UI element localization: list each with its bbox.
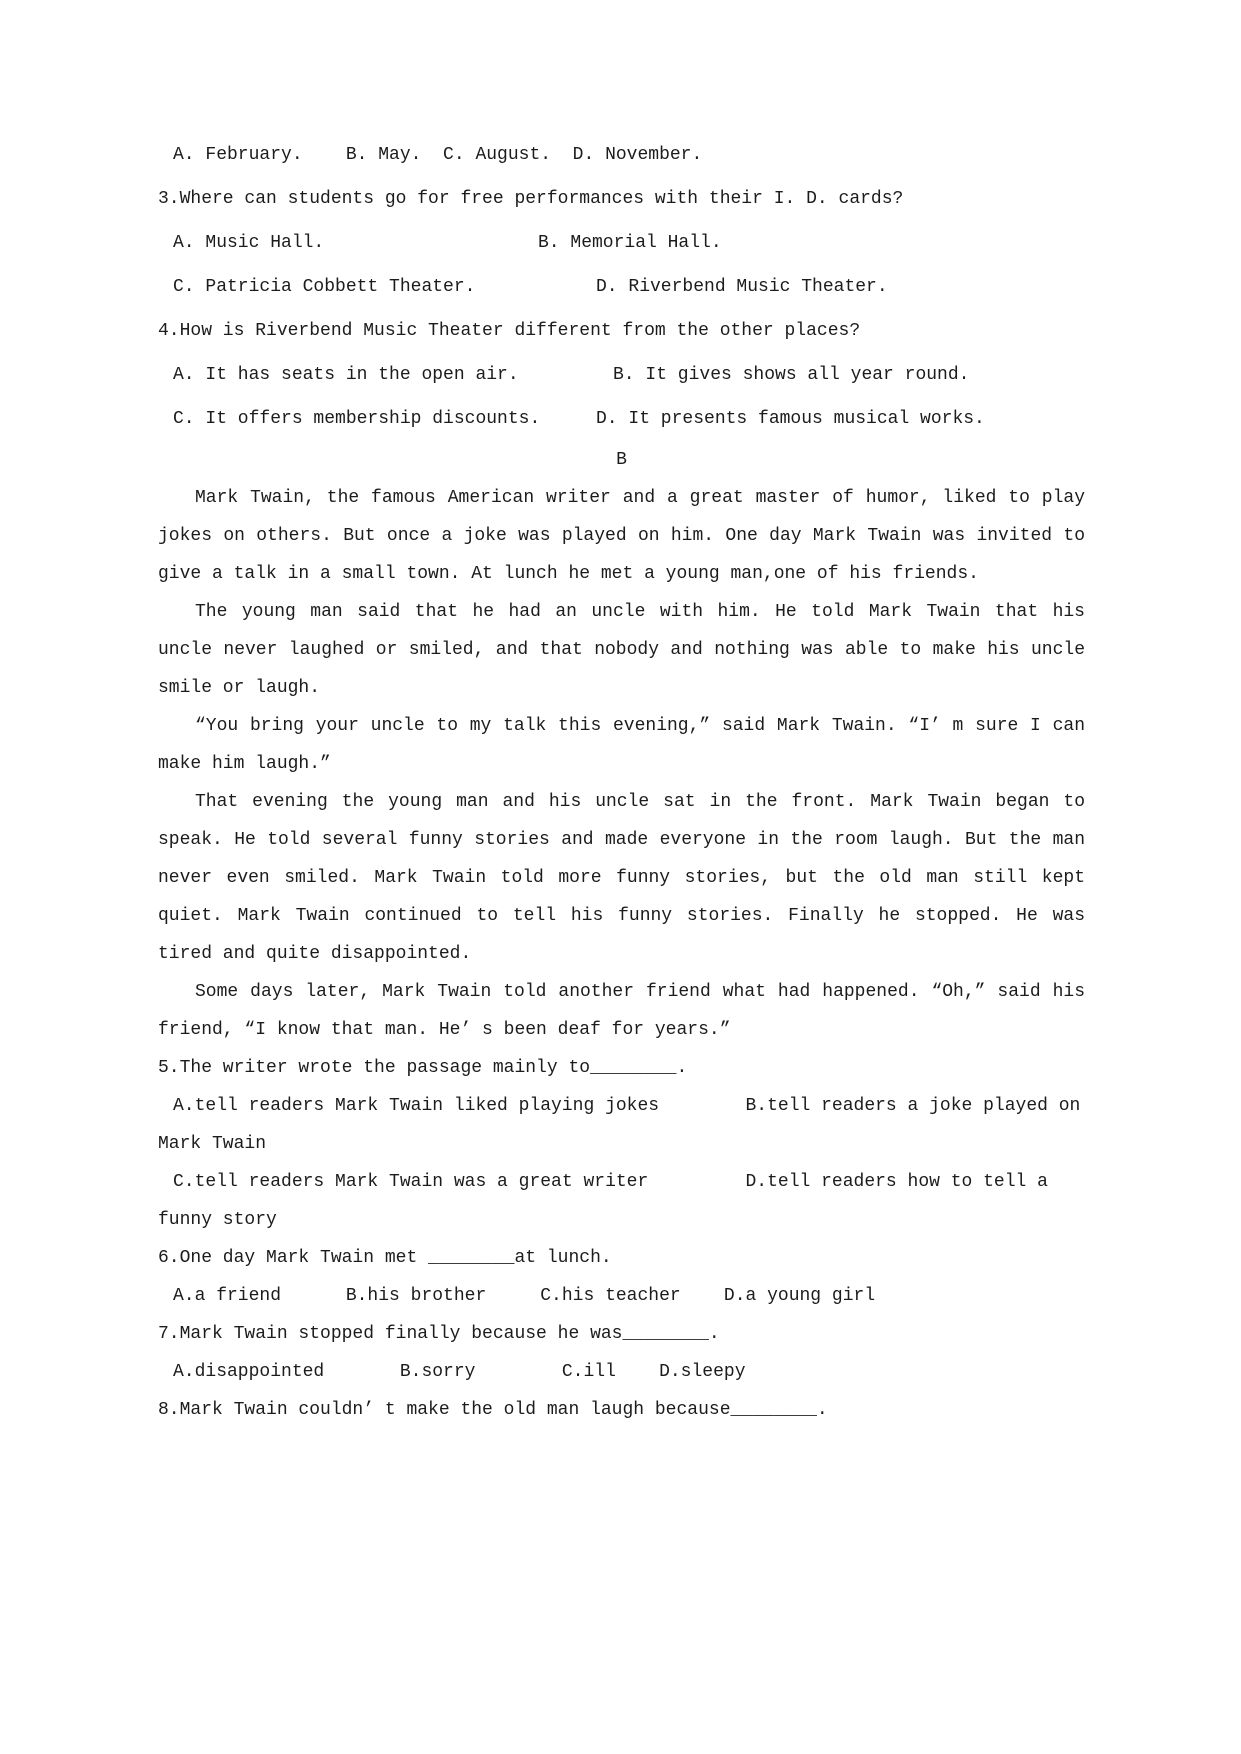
- question-3-option-a: A. Music Hall.: [173, 233, 325, 253]
- passage-paragraph-3: “You bring your uncle to my talk this evening,” said Mark Twain. “I’ m sure I can make him laugh.”: [158, 716, 1085, 774]
- question-4-option-a: A. It has seats in the open air.: [173, 365, 519, 385]
- section-b-heading: B: [616, 450, 627, 470]
- passage-paragraph-5: Some days later, Mark Twain told another friend what had happened. “Oh,” said his friend, “I know that man. He’ s been deaf for years.”: [158, 982, 1085, 1040]
- question-5-text: 5.The writer wrote the passage mainly to________.: [158, 1058, 688, 1078]
- question-3-option-c: C. Patricia Cobbett Theater.: [173, 277, 476, 297]
- bottom-questions-section: [158, 1049, 1092, 1429]
- question-4-text: 4.How is Riverbend Music Theater different from the other places?: [158, 321, 861, 341]
- question-4-options-row-2: [158, 397, 1085, 441]
- question-5-options-cd: C.tell readers Mark Twain was a great writer D.tell readers how to tell a funny story: [158, 1172, 1059, 1230]
- question-2-options-line: A. February. B. May. C. August. D. November.: [173, 145, 703, 165]
- passage-paragraph-4: That evening the young man and his uncle sat in the front. Mark Twain began to speak. He told several funny stories and made everyone in the room laugh. But the man never even smiled. Mark Twain told more funny stories, but the old man still kept quiet. Mark Twain continued to tell his funny stories. Finally he stopped. He was tired and quite disappointed.: [158, 792, 1085, 964]
- question-8-text: 8.Mark Twain couldn’ t make the old man laugh because________.: [158, 1400, 828, 1420]
- top-questions-section: [158, 133, 1085, 441]
- question-3-option-d: D. Riverbend Music Theater.: [596, 277, 888, 297]
- question-5-options-ab: A.tell readers Mark Twain liked playing jokes B.tell readers a joke played on Mark Twain: [158, 1096, 1092, 1154]
- question-3-option-b: B. Memorial Hall.: [538, 233, 722, 253]
- question-3-options-row-1: [158, 221, 1085, 265]
- question-6-text: 6.One day Mark Twain met ________at lunch.: [158, 1248, 612, 1268]
- question-4-options-row-1: [158, 353, 1085, 397]
- question-4-option-c: C. It offers membership discounts.: [173, 409, 541, 429]
- question-7-text: 7.Mark Twain stopped finally because he was________.: [158, 1324, 720, 1344]
- passage-paragraph-1: Mark Twain, the famous American writer and a great master of humor, liked to play jokes on others. But once a joke was played on him. One day Mark Twain was invited to give a talk in a small town. At lunch he met a young man,one of his friends.: [158, 488, 1085, 584]
- question-4-option-d: D. It presents famous musical works.: [596, 409, 985, 429]
- question-6-options: A.a friend B.his brother C.his teacher D.a young girl: [173, 1286, 876, 1306]
- reading-passage: [158, 479, 1085, 1049]
- question-3-options-row-2: [158, 265, 1085, 309]
- question-4-option-b: B. It gives shows all year round.: [613, 365, 970, 385]
- question-7-options: A.disappointed B.sorry C.ill D.sleepy: [173, 1362, 746, 1382]
- question-3-text: 3.Where can students go for free performances with their I. D. cards?: [158, 189, 904, 209]
- passage-paragraph-2: The young man said that he had an uncle with him. He told Mark Twain that his uncle never laughed or smiled, and that nobody and nothing was able to make his uncle smile or laugh.: [158, 602, 1085, 698]
